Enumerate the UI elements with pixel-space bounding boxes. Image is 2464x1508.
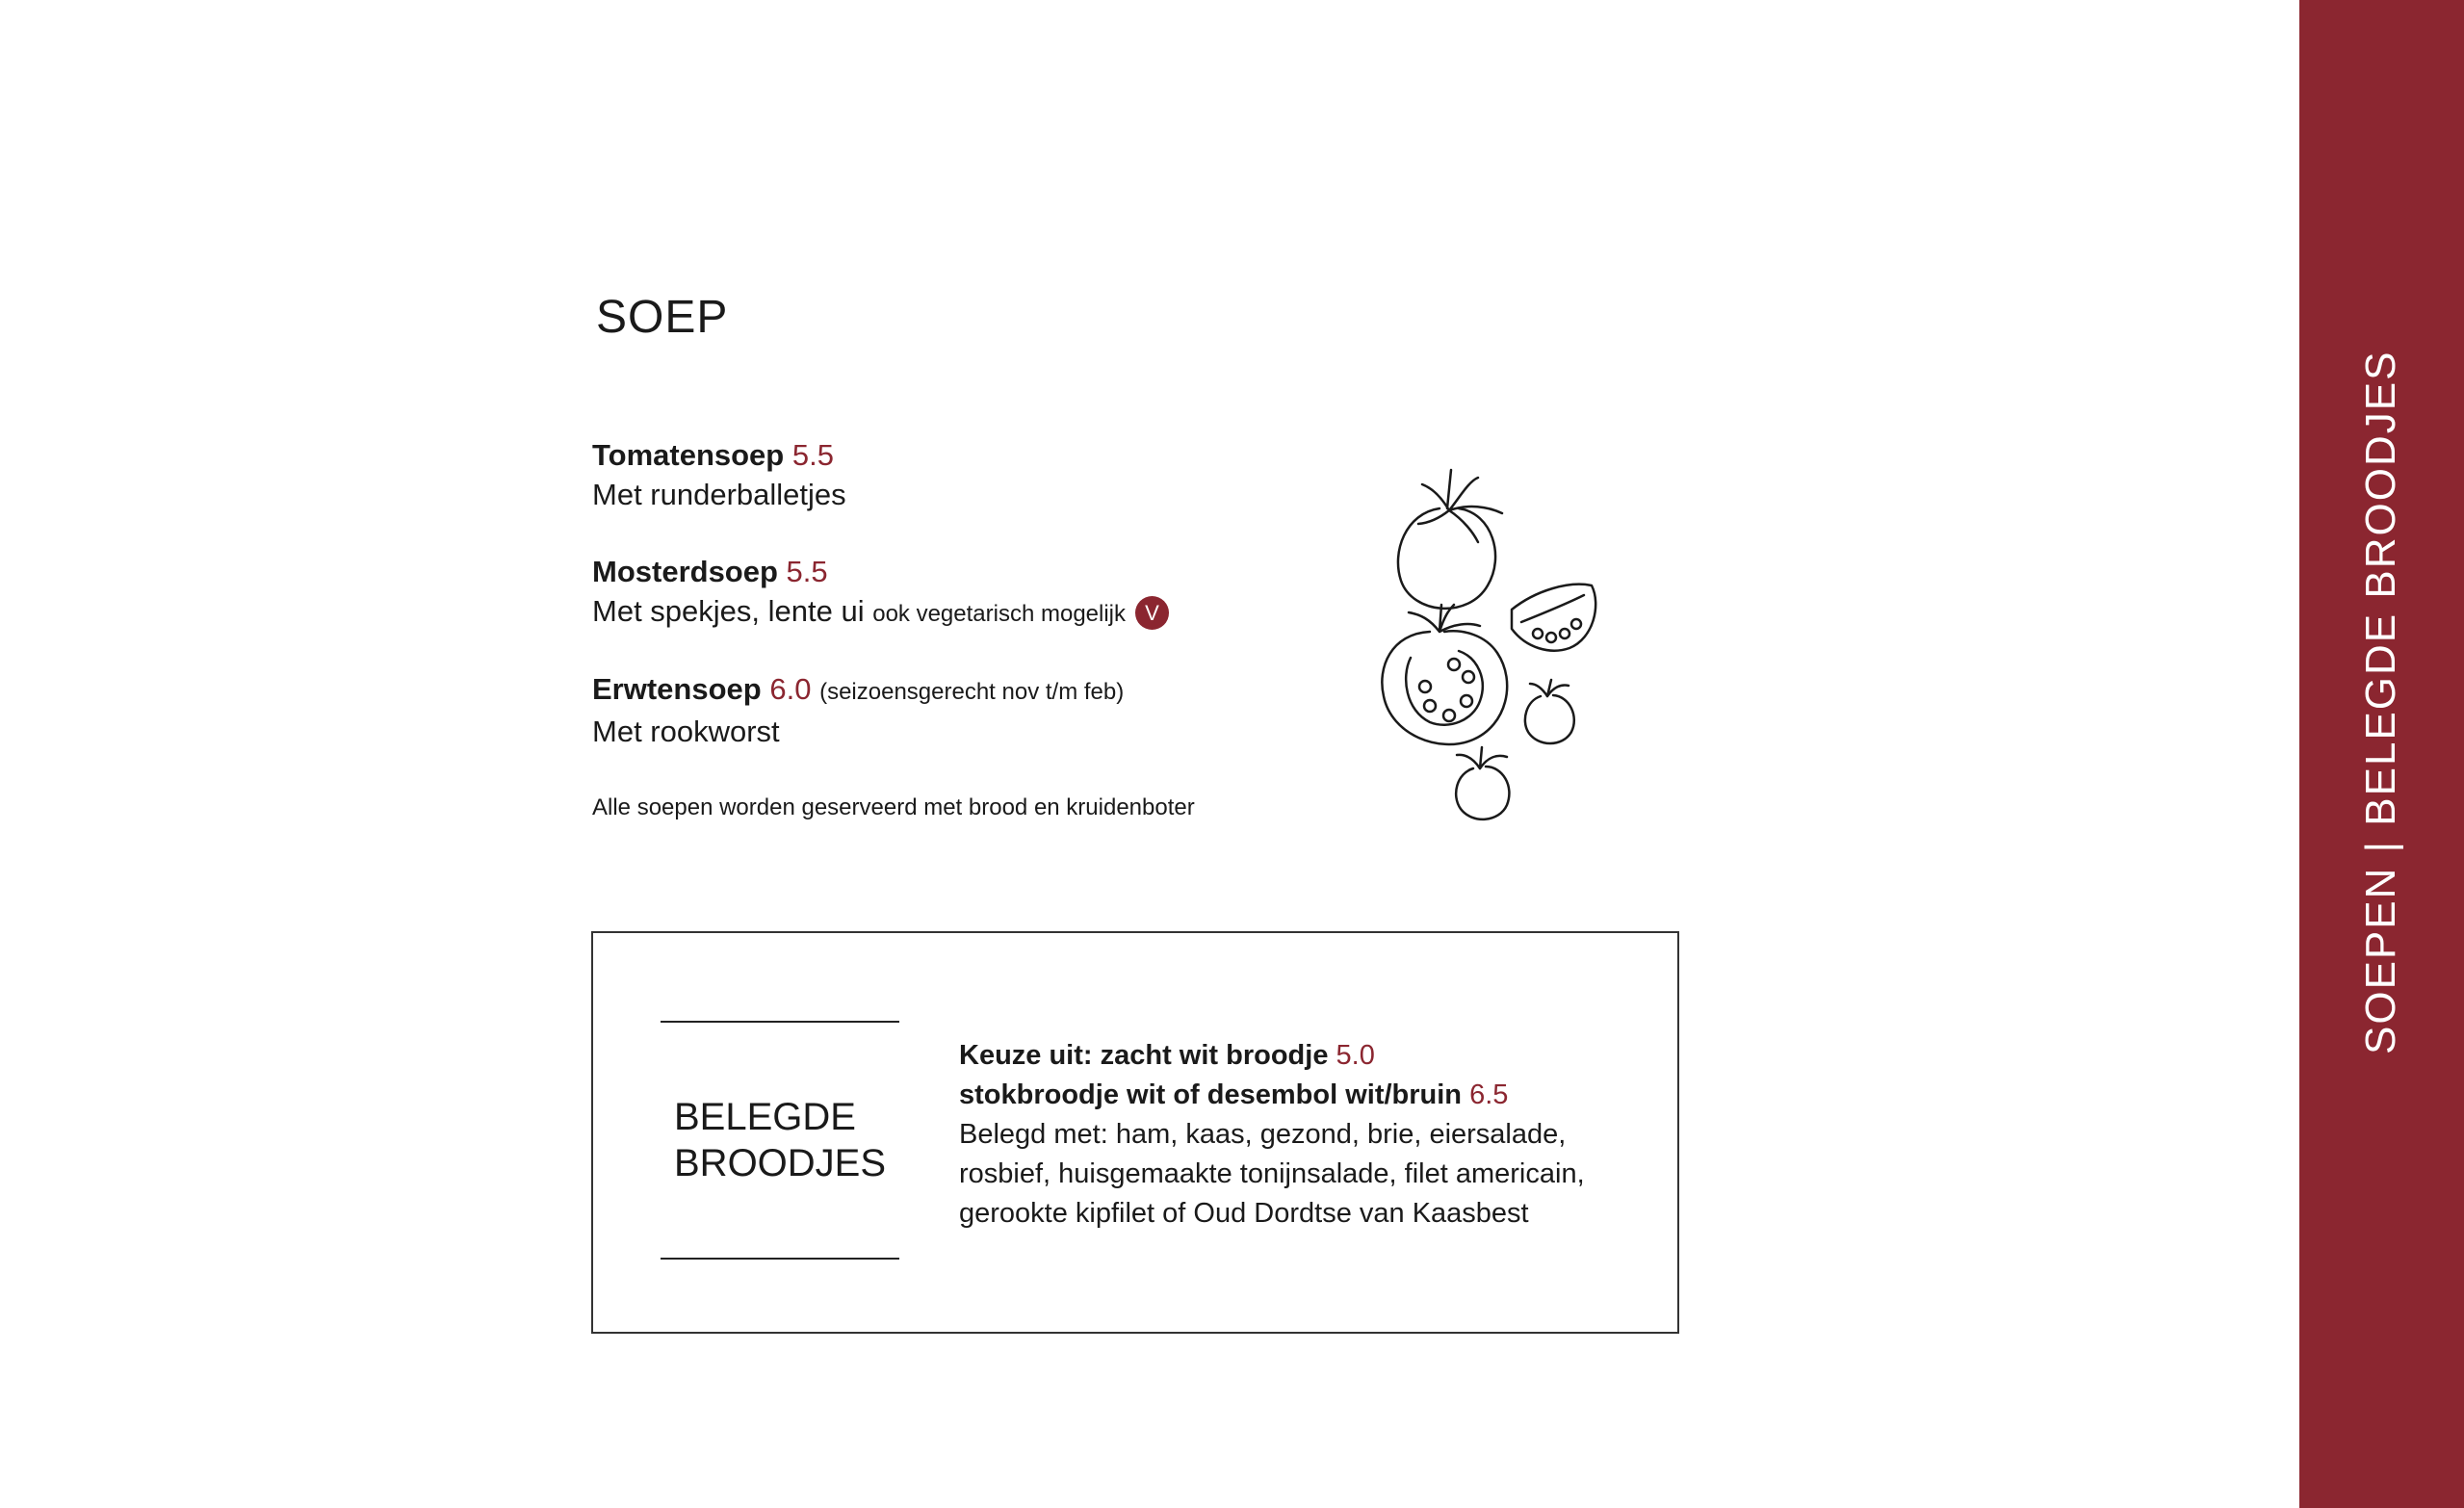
sandwich-title-line1: BELEGDE [674, 1096, 856, 1138]
soup-footnote: Alle soepen worden geserveerd met brood en kruidenboter [592, 794, 1195, 820]
vegetarian-badge: V [1135, 596, 1169, 630]
side-label-broodjes: BELEGDE BROODJES [2357, 350, 2404, 826]
section-title-soep: SOEP [596, 292, 729, 343]
item-price: 5.5 [786, 555, 828, 588]
price-1: 5.0 [1336, 1040, 1375, 1071]
item-description: Met spekjes, lente ui [592, 594, 865, 628]
filling-line-1: Belegd met: ham, kaas, gezond, brie, eiersalade, [959, 1119, 1567, 1150]
item-description: Met rookworst [592, 715, 780, 748]
choice-1: Keuze uit: zacht wit broodje [959, 1040, 1329, 1071]
divider-bottom [661, 1258, 899, 1260]
sandwich-title [674, 1094, 924, 1186]
menu-item-mosterdsoep [592, 552, 1169, 634]
item-note: ook vegetarisch mogelijk [872, 601, 1127, 627]
side-label [2357, 351, 2405, 1054]
item-name: Tomatensoep [592, 438, 785, 472]
item-price: 5.5 [791, 438, 834, 472]
filling-line-2: rosbief, huisgemaakte tonijnsalade, filet americain, [959, 1158, 1585, 1189]
side-label-separator: | [2357, 839, 2404, 853]
item-name: Mosterdsoep [592, 555, 778, 588]
choice-2: stokbroodje wit of desembol wit/bruin [959, 1079, 1463, 1110]
sandwich-details [959, 1036, 1652, 1234]
item-note: (seizoensgerecht nov t/m feb) [819, 679, 1125, 705]
tomatoes-illustration [1372, 460, 1622, 836]
side-label-soepen: SOEPEN [2357, 866, 2404, 1054]
price-2: 6.5 [1469, 1079, 1509, 1110]
side-bar [2299, 0, 2464, 1508]
divider-top [661, 1021, 899, 1023]
item-name: Erwtensoep [592, 672, 762, 706]
sandwich-title-line2: BROODJES [674, 1142, 887, 1184]
filling-line-3: gerookte kipfilet of Oud Dordtse van Kaasbest [959, 1198, 1529, 1229]
sandwich-box [591, 931, 1679, 1334]
item-price: 6.0 [769, 672, 812, 706]
menu-item-erwtensoep [592, 669, 1124, 751]
item-description: Met runderballetjes [592, 478, 846, 511]
menu-item-tomatensoep [592, 435, 846, 514]
